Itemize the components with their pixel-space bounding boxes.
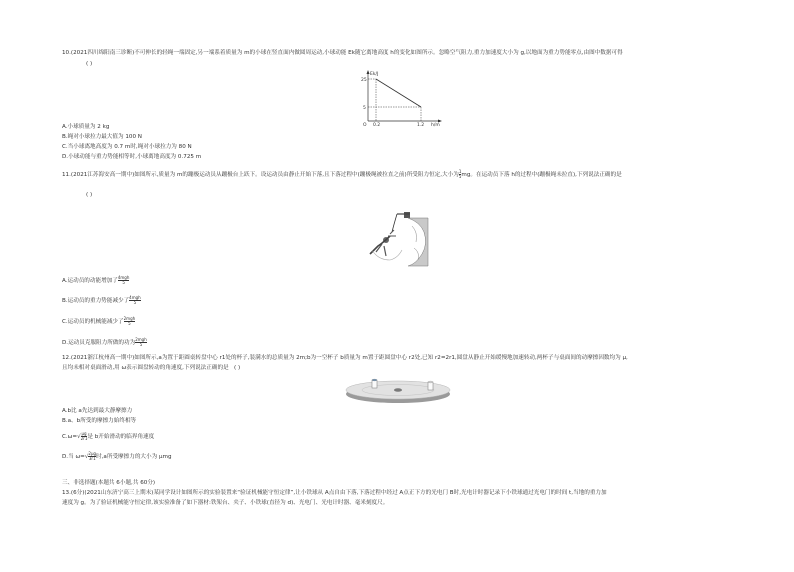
q12-option-c-num: μg xyxy=(81,431,87,436)
q13-stem-line2: 速度为 g。为了验证机械能守恒定律,该实验准备了如下器材:铁架台、夹子、小铁球(直径为 d)、光电门、光电计时器、毫米刻度尺。 xyxy=(62,500,389,506)
q11-stem-text: 11.(2021江苏海安高一期中)如图所示,质量为 m的蹦极运动员从蹦极台上跃下。设运动员由静止开始下落,且下落过程中(蹦极绳被拉直之前)所受阻力恒定,大小为 xyxy=(62,172,459,178)
q11-option-b-fraction xyxy=(129,296,141,305)
q12-stem-line2-text: 且均未相对桌面滑动,用 ω表示圆盘转动的角速度,下列说法正确的是 xyxy=(62,365,229,371)
q11-option-b-num: 4mgh xyxy=(129,295,141,300)
q12-option-d-text: D.当 ω= xyxy=(62,454,85,460)
q11-bungee-figure xyxy=(364,210,432,268)
q11-option-c-fraction xyxy=(124,317,136,326)
q11-option-a-den: 5 xyxy=(122,280,125,285)
q11-option-c-text: C.运动员的机械能减少了 xyxy=(62,319,124,325)
q12-option-c-sqrt: √ $\frac{\mu g}{2r1}$ xyxy=(77,431,88,441)
q11-option-c-num: 2mgh xyxy=(123,316,136,321)
q12-option-c-text: C.ω= xyxy=(62,434,78,440)
q10-y-tick-25: 25 xyxy=(361,78,367,83)
q10-x-tick-1-2: 1.2 xyxy=(417,123,425,127)
q12-option-d-num: 2μg xyxy=(88,451,97,456)
q12-option-c-den: 2r1 xyxy=(80,436,88,441)
q12-option-c xyxy=(62,432,154,441)
q11-option-d xyxy=(62,338,147,347)
q11-option-a-num: 4mgh xyxy=(117,275,130,280)
q11-option-c xyxy=(62,317,135,326)
q12-option-d xyxy=(62,452,172,461)
q11-force-num: 1 xyxy=(458,169,462,174)
q10-option-b: B.绳对小球拉力最大值为 100 N xyxy=(62,134,142,140)
q11-answer-bracket: ( ) xyxy=(86,192,93,198)
q11-mg: mg xyxy=(461,172,471,178)
q10-stem-line1: 10.(2021四川绵阳南三诊断)不可伸长的轻绳一端固定,另一端系着质量为 m的小球在竖直面内做圆周运动,小球动能 Ek随它离地高度 h的变化如图所示。忽略空气阻力,重力加速度大小为 g,以地面为重力势能零点,由图中数据可得 xyxy=(62,50,623,56)
q11-option-b-text: B.运动员的重力势能减少了 xyxy=(62,298,130,304)
q12-turntable-figure xyxy=(344,374,452,404)
q12-option-a: A.b比 a先达到最大静摩擦力 xyxy=(62,408,133,414)
q11-option-a-fraction xyxy=(118,276,130,285)
q12-stem-line2 xyxy=(62,365,240,372)
q10-option-d: D.小球动能与重力势能相等时,小球离地高度为 0.725 m xyxy=(62,154,202,160)
q11-stem-line1 xyxy=(62,170,622,179)
q12-option-d-den: 3r1 xyxy=(88,456,96,461)
q12-option-d-sqrt: √ $\frac{2\mu g}{3r1}$ xyxy=(84,451,97,461)
q10-y-tick-5: 5 xyxy=(363,106,366,111)
q10-option-c: C.当小球离地高度为 0.7 m时,绳对小球拉力为 80 N xyxy=(62,144,192,150)
q12-answer-bracket: ( ) xyxy=(234,365,241,371)
q10-origin-label: O xyxy=(363,123,367,127)
q11-option-d-fraction xyxy=(135,338,147,347)
q11-force-den: 5 xyxy=(458,174,462,179)
q12-option-d-rest: 时,a所受摩擦力的大小为 μmg xyxy=(96,454,172,460)
q13-stem-line1: 13.(6分)(2021山东济宁高三上期末)某同学设计如图所示的实验装置来“验证机械能守恒定律”,让小铁球从 A点自由下落,下落过程中经过 A点正下方的光电门 B时,光电计时器记录下小铁球通过光电门的时间 t,当地的重力加 xyxy=(62,490,607,496)
q11-option-b-den: 5 xyxy=(133,300,137,305)
q11-option-c-den: 5 xyxy=(128,321,131,326)
q12-option-c-rest: 是 b开始滑动的临界角速度 xyxy=(87,434,155,440)
q12-option-b: B.a、b所受的摩擦力始终相等 xyxy=(62,418,137,424)
q10-option-a: A.小球质量为 2 kg xyxy=(62,124,110,130)
q11-option-b xyxy=(62,296,141,305)
q12-stem-line1: 12.(2021浙江杭州高一期中)如图所示,a为置于距圆桌转盘中心 r1处的杯子,装满水的总质量为 2m;b为一空杯子 b质量为 m置于距圆盘中心 r2处,已知 r2=2r1,圆盘从静止开始缓慢地加速转动,两杯子与桌面间的动摩擦因数均为 μ, xyxy=(62,355,628,361)
q12-option-d-fraction xyxy=(88,452,96,461)
q11-option-d-den: 5 xyxy=(139,342,143,347)
q10-answer-bracket: ( ) xyxy=(86,61,93,67)
q11-stem-end: 。在运动员下落 h的过程中(蹦极绳未拉直),下列说法正确的是 xyxy=(470,172,622,178)
q11-option-a-text: A.运动员的动能增加了 xyxy=(62,278,118,284)
q11-option-a xyxy=(62,276,129,285)
q11-option-d-num: 2mgh xyxy=(135,337,147,342)
section3-heading: 三、非选择题(本题共 6小题,共 60分) xyxy=(62,480,156,486)
q11-option-d-text: D.运动员克服阻力所做的功为 xyxy=(62,340,136,346)
q10-y-axis-label: Ek/J xyxy=(370,72,379,77)
q10-x-tick-0-2: 0.2 xyxy=(373,123,381,127)
q10-ek-h-graph xyxy=(358,69,448,127)
q10-x-axis-label: h/m xyxy=(431,123,440,127)
